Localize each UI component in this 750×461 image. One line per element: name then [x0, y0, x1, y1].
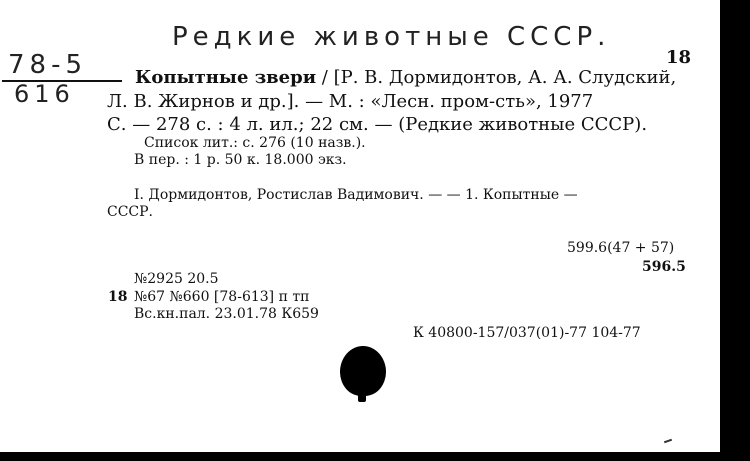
index-code: К 40800-157/037(01)-77 104-77 — [413, 325, 641, 341]
ink-blot-tail — [358, 388, 366, 402]
registry-line-1: №2925 20.5 — [134, 271, 219, 287]
handwritten-title: Редкие животные СССР. — [172, 22, 611, 52]
tracing-line-2: СССР. — [107, 204, 154, 220]
entry-title: Копытные звери — [135, 67, 317, 88]
entry-price: В пер. : 1 р. 50 к. 18.000 экз. — [134, 152, 347, 168]
entry-line-2: Л. В. Жирнов и др.]. — М. : «Лесн. пром-сть», 1977 — [107, 91, 594, 112]
udc-classification: 599.6(47 + 57) — [567, 240, 675, 256]
registry-line-2: №67 №660 [78-613] п тп — [134, 289, 310, 305]
handwritten-accession-number: 78-5 — [8, 50, 88, 80]
registry-prefix: 18 — [108, 289, 128, 305]
card-number: 18 — [666, 47, 692, 68]
registry-line-3: Вс.кн.пал. 23.01.78 К659 — [134, 306, 319, 322]
entry-line-1 — [135, 66, 676, 90]
entry-line-3: С. — 278 с. : 4 л. ил.; 22 см. — (Редкие животные СССР). — [107, 114, 648, 135]
entry-bibliography: Список лит.: с. 276 (10 назв.). — [144, 135, 366, 151]
entry-authors: / [Р. В. Дормидонтов, А. А. Слудский, — [316, 67, 677, 88]
tracing-line-1: I. Дормидонтов, Ростислав Вадимович. — — 1. Копытные — — [134, 187, 578, 203]
ink-speck — [664, 439, 672, 444]
handwritten-accession-sub: 616 — [14, 80, 75, 108]
bbk-classification: 596.5 — [642, 259, 686, 275]
